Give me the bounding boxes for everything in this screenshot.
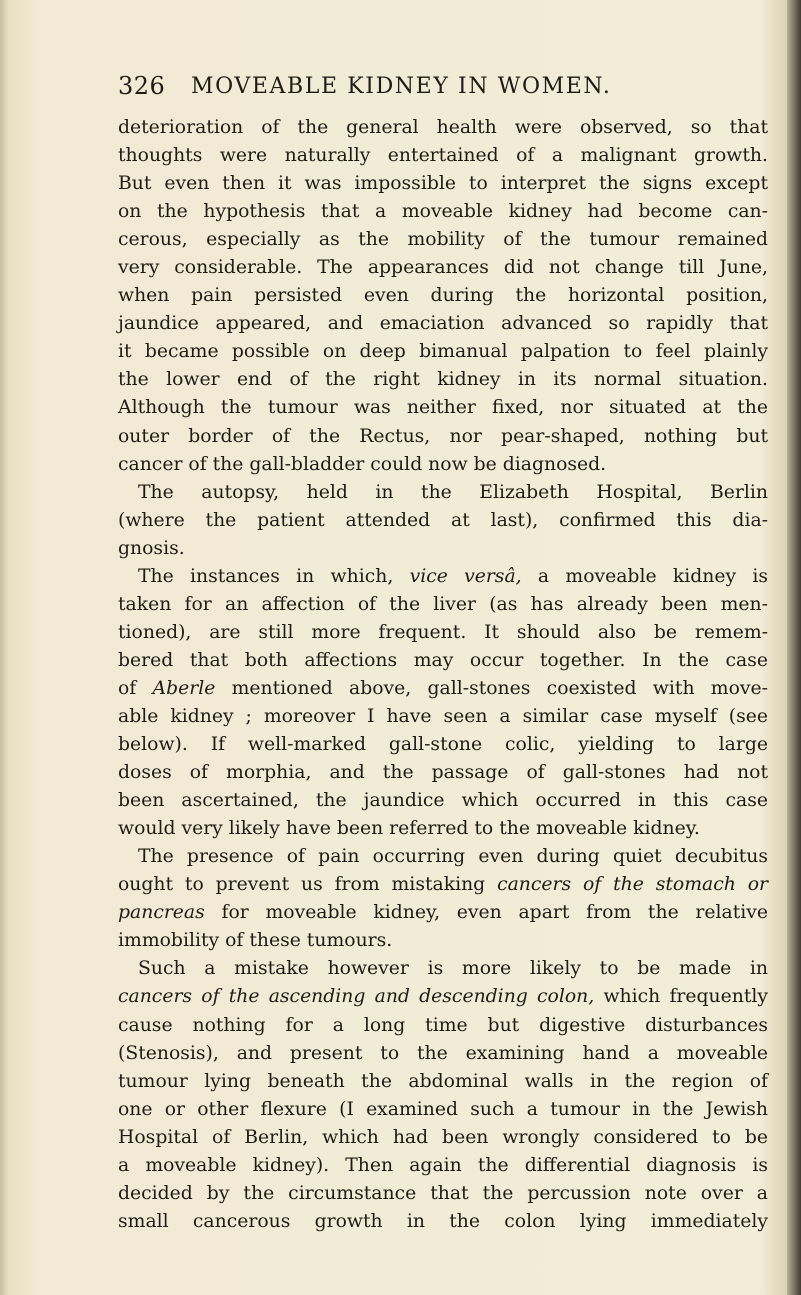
text-line xyxy=(118,703,768,731)
text-segment: tumour lying beneath the abdominal walls in the region of xyxy=(118,1070,768,1092)
text-line xyxy=(118,1096,768,1124)
text-line xyxy=(118,983,768,1011)
text-segment: small cancerous growth in the colon lying immediately xyxy=(118,1210,768,1232)
text-line xyxy=(118,1152,768,1180)
page-right-edge-shadow xyxy=(787,0,801,1295)
text-line xyxy=(118,366,768,394)
text-line xyxy=(118,787,768,815)
body-text xyxy=(118,114,768,1236)
text-segment: outer border of the Rectus, nor pear-shaped, nothing but xyxy=(118,425,768,447)
text-line xyxy=(118,394,768,422)
text-segment: which frequently xyxy=(594,986,768,1008)
text-segment: cerous, especially as the mobility of the tumour remained xyxy=(118,229,768,251)
italic-text: Aberle xyxy=(152,677,216,699)
text-line xyxy=(118,535,768,563)
text-segment: The presence of pain occurring even during quiet decubitus xyxy=(138,846,768,868)
page-left-edge xyxy=(0,0,10,1295)
text-segment: tioned), are still more frequent. It should also be remem- xyxy=(118,621,768,643)
text-segment: cancer of the gall-bladder could now be diagnosed. xyxy=(118,453,607,475)
text-line xyxy=(118,955,768,983)
text-line xyxy=(118,338,768,366)
text-segment: ought to prevent us from mistaking xyxy=(118,874,498,896)
text-line xyxy=(118,423,768,451)
text-segment: mentioned above, gall-stones coexisted with move- xyxy=(215,677,768,699)
text-segment: able kidney ; moreover I have seen a similar case myself (see xyxy=(118,705,768,727)
text-line xyxy=(118,282,768,310)
italic-text: cancers of the ascending and descending colon, xyxy=(118,986,595,1008)
text-line xyxy=(118,647,768,675)
text-line xyxy=(118,1208,768,1236)
text-segment: a moveable kidney is xyxy=(521,565,768,587)
italic-text: pancreas xyxy=(118,902,205,924)
italic-text: vice versâ, xyxy=(409,565,522,587)
text-segment: below). If well-marked gall-stone colic, yielding to large xyxy=(118,734,768,756)
text-segment: gnosis. xyxy=(118,537,185,559)
text-line xyxy=(118,170,768,198)
text-line xyxy=(118,1124,768,1152)
text-segment: doses of morphia, and the passage of gall-stones had not xyxy=(118,762,768,784)
text-segment: taken for an affection of the liver (as has already been men- xyxy=(118,593,768,615)
italic-text: cancers of the stomach or xyxy=(497,874,769,896)
text-segment: The instances in which, xyxy=(138,565,410,587)
text-segment: on the hypothesis that a moveable kidney had become can- xyxy=(118,201,768,223)
text-segment: a moveable kidney). Then again the differential diagnosis is xyxy=(118,1154,768,1176)
text-line xyxy=(118,619,768,647)
text-segment: been ascertained, the jaundice which occurred in this case xyxy=(118,790,768,812)
text-segment: of xyxy=(118,677,153,699)
text-segment: Although the tumour was neither fixed, nor situated at the xyxy=(118,397,768,419)
text-line xyxy=(118,591,768,619)
text-line xyxy=(118,1068,768,1096)
text-line xyxy=(118,507,768,535)
text-segment: bered that both affections may occur together. In the case xyxy=(118,649,768,671)
text-line xyxy=(118,1012,768,1040)
text-segment: the lower end of the right kidney in its normal situation. xyxy=(118,369,768,391)
text-line xyxy=(118,899,768,927)
text-segment: Hospital of Berlin, which had been wrongly considered to be xyxy=(118,1126,768,1148)
text-line xyxy=(118,226,768,254)
text-line xyxy=(118,479,768,507)
text-line xyxy=(118,198,768,226)
text-line xyxy=(118,114,768,142)
text-segment: (Stenosis), and present to the examining hand a moveable xyxy=(118,1042,768,1064)
text-segment: cause nothing for a long time but digestive disturbances xyxy=(118,1014,768,1036)
text-line xyxy=(118,254,768,282)
text-segment: But even then it was impossible to interpret the signs except xyxy=(118,173,768,195)
text-segment: for moveable kidney, even apart from the relative xyxy=(204,902,768,924)
text-line xyxy=(118,675,768,703)
page-number: 326 xyxy=(118,72,166,100)
text-segment: immobility of these tumours. xyxy=(118,930,393,952)
text-segment: decided by the circumstance that the percussion note over a xyxy=(118,1182,768,1204)
text-line xyxy=(118,1180,768,1208)
text-line xyxy=(118,871,768,899)
text-line xyxy=(118,451,768,479)
text-segment: one or other flexure (I examined such a tumour in the Jewish xyxy=(118,1098,768,1120)
text-line xyxy=(118,310,768,338)
text-line xyxy=(118,927,768,955)
text-segment: (where the patient attended at last), confirmed this dia- xyxy=(118,509,768,531)
text-segment: thoughts were naturally entertained of a malignant growth. xyxy=(118,145,768,167)
text-segment: jaundice appeared, and emaciation advanced so rapidly that xyxy=(118,313,768,335)
running-head: MOVEABLE KIDNEY IN WOMEN. xyxy=(191,74,612,99)
text-segment: deterioration of the general health were observed, so that xyxy=(118,117,768,138)
text-segment: The autopsy, held in the Elizabeth Hospital, Berlin xyxy=(138,481,768,503)
text-segment: Such a mistake however is more likely to be made in xyxy=(138,958,768,980)
text-line xyxy=(118,731,768,759)
text-segment: it became possible on deep bimanual palpation to feel plainly xyxy=(118,341,768,363)
page-header xyxy=(118,72,778,106)
text-line xyxy=(118,843,768,871)
text-line xyxy=(118,563,768,591)
text-segment: would very likely have been referred to the moveable kidney. xyxy=(118,818,700,840)
text-line xyxy=(118,815,768,843)
text-segment: when pain persisted even during the horizontal position, xyxy=(118,285,768,307)
text-line xyxy=(118,142,768,170)
text-line xyxy=(118,759,768,787)
text-line xyxy=(118,1040,768,1068)
text-segment: very considerable. The appearances did not change till June, xyxy=(118,257,768,279)
